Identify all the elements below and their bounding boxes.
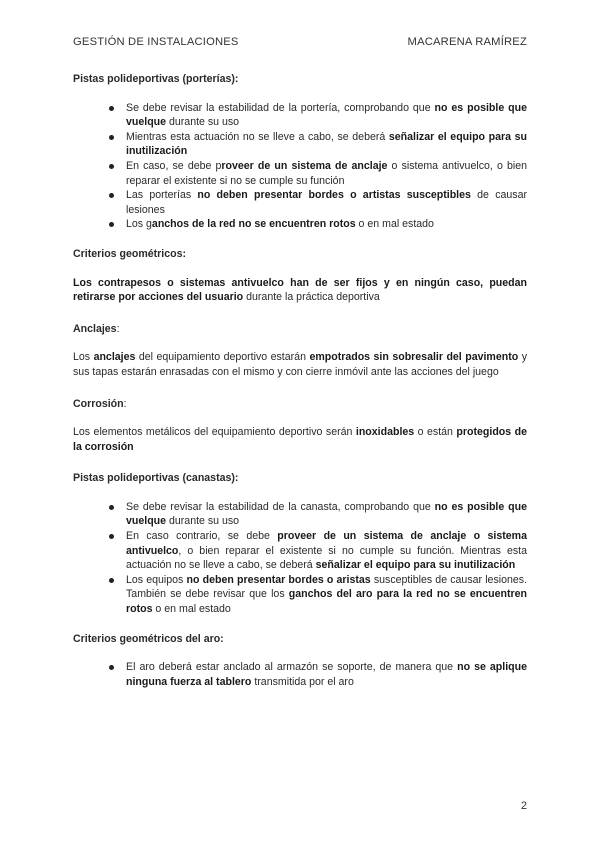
- section-title-porterias: Pistas polideportivas (porterías):: [73, 73, 239, 85]
- list-item: Se debe revisar la estabilidad de la canasta, comprobando que no es posible que vuelque durante su uso: [73, 500, 527, 529]
- list-item: Mientras esta actuación no se lleve a cabo, se deberá señalizar el equipo para su inutilización: [73, 130, 527, 159]
- section-title-criterios-aro: Criterios geométricos del aro:: [73, 632, 224, 645]
- anclajes-paragraph: Los anclajes del equipamiento deportivo estarán empotrados sin sobresalir del pavimento y sus tapas estarán enrasadas con el mismo y con cierre inmóvil ante las acciones del juego: [73, 351, 527, 378]
- list-item: El aro deberá estar anclado al armazón se soporte, de manera que no se aplique ninguna fuerza al tablero transmitida por el aro: [73, 660, 527, 689]
- bullet-icon: [109, 578, 114, 583]
- corrosion-paragraph: Los elementos metálicos del equipamiento deportivo serán inoxidables o están protegidos de la corrosión: [73, 426, 527, 453]
- criterios-paragraph: Los contrapesos o sistemas antivuelco han de ser fijos y en ningún caso, puedan retirarse por acciones del usuario durante la práctica deportiva: [73, 276, 527, 304]
- header-right: MACARENA RAMÍREZ: [407, 36, 527, 48]
- bullet-icon: [109, 106, 114, 111]
- bullet-icon: [109, 164, 114, 169]
- canastas-list: [73, 500, 527, 617]
- bullet-icon: [109, 665, 114, 670]
- list-item: Los ganchos de la red no se encuentren rotos o en mal estado: [73, 217, 527, 232]
- page-number: 2: [520, 800, 527, 812]
- list-item: En caso contrario, se debe proveer de un sistema de anclaje o sistema antivuelco, o bien reparar el existente si no cumple su función. Mientras esta actuación no se lleve a cabo, se deberá señalizar el equipo para su inutilización: [73, 529, 527, 573]
- section-title-anclajes: Anclajes:: [73, 322, 120, 335]
- section-title-canastas: Pistas polideportivas (canastas):: [73, 472, 239, 485]
- porterias-list: [73, 101, 527, 232]
- page-content: [73, 72, 527, 704]
- page-header: [73, 36, 527, 48]
- bullet-icon: [109, 534, 114, 539]
- bullet-icon: [109, 505, 114, 510]
- header-left: GESTIÓN DE INSTALACIONES: [73, 36, 239, 48]
- section-title-criterios: Criterios geométricos:: [73, 247, 187, 260]
- list-item: Las porterías no deben presentar bordes o artistas susceptibles de causar lesiones: [73, 188, 527, 217]
- bullet-icon: [109, 193, 114, 198]
- bullet-icon: [109, 135, 114, 140]
- list-item: En caso, se debe proveer de un sistema de anclaje o sistema antivuelco, o bien reparar el existente si no se cumple su función: [73, 159, 527, 188]
- criterios-aro-list: [73, 660, 527, 689]
- section-title-corrosion: Corrosión:: [73, 397, 127, 410]
- bullet-icon: [109, 222, 114, 227]
- list-item: Se debe revisar la estabilidad de la portería, comprobando que no es posible que vuelque durante su uso: [73, 101, 527, 130]
- list-item: Los equipos no deben presentar bordes o aristas susceptibles de causar lesiones. También se debe revisar que los ganchos del aro para la red no se encuentren rotos o en mal estado: [73, 573, 527, 617]
